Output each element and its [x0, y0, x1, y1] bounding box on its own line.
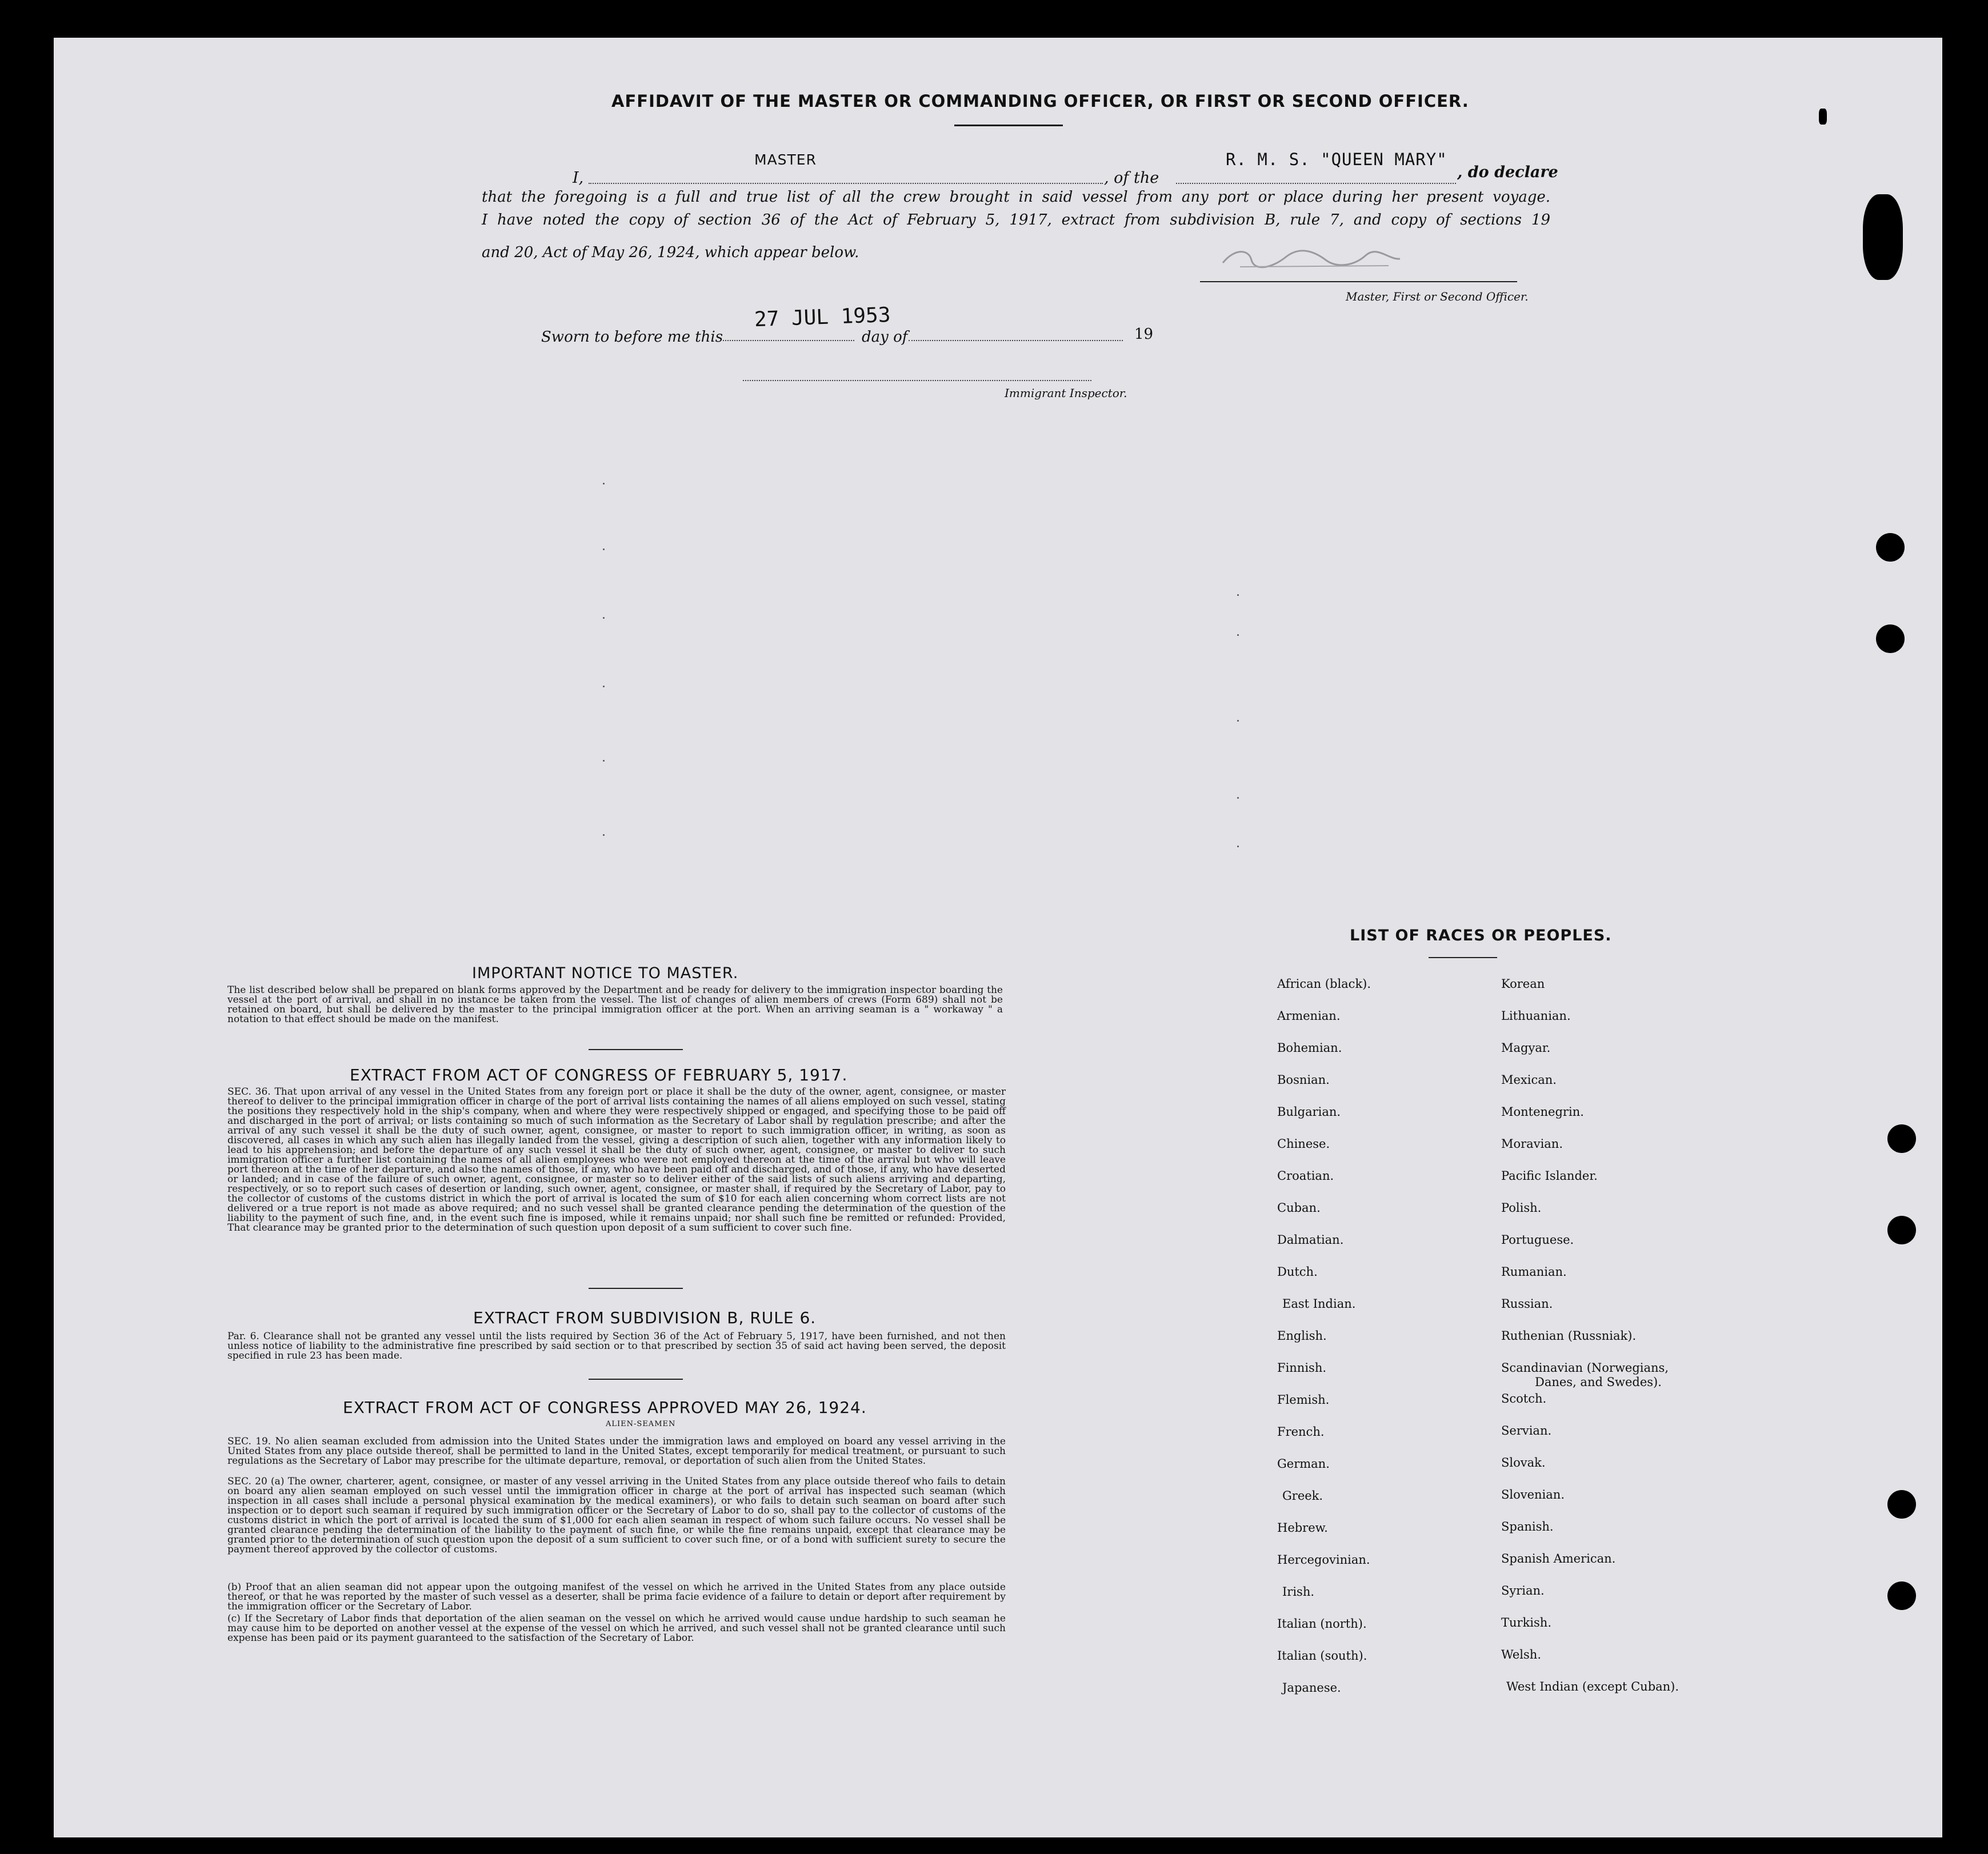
race-right-item: Slovenian. — [1501, 1488, 1565, 1501]
binding-ink-blot — [1863, 194, 1903, 280]
race-right-item: Moravian. — [1501, 1137, 1563, 1151]
race-left-item: Bohemian. — [1277, 1041, 1342, 1055]
speck — [1237, 797, 1239, 799]
race-right-item: Scotch. — [1501, 1392, 1547, 1405]
punch-hole — [1876, 624, 1905, 653]
month-line — [909, 340, 1123, 341]
race-right-item: Lithuanian. — [1501, 1009, 1571, 1023]
race-left-item: French. — [1277, 1425, 1325, 1439]
sec20b-text: (b) Proof that an alien seaman did not appear upon the outgoing manifest of the vessel on which he arrived in the United States from any place outside thereof, or that he was reported by the master of such vessel as a deserter, shall be prima facie evidence of a failure to detain or deport after requirement by the immigration officer or the Secretary of Labor. — [227, 1581, 1006, 1612]
declare-label: , do declare — [1457, 163, 1558, 181]
title-rule — [954, 125, 1063, 126]
vessel-line — [1176, 183, 1456, 184]
race-right-item: Spanish. — [1501, 1520, 1554, 1533]
punch-hole — [1887, 1490, 1916, 1519]
race-right-item: Russian. — [1501, 1297, 1553, 1311]
i-label: I, — [573, 169, 584, 187]
race-right-item: Slovak. — [1501, 1456, 1546, 1469]
inspector-caption: Immigrant Inspector. — [1005, 386, 1127, 400]
race-left-item: Cuban. — [1277, 1201, 1321, 1215]
divider-2 — [589, 1288, 683, 1289]
affidavit-line-2: I have noted the copy of section 36 of the Act of February 5, 1917, extract from subdivision B, rule 7, and copy of sections 19 — [482, 211, 1550, 229]
divider-3 — [589, 1379, 683, 1380]
sec20c-text: (c) If the Secretary of Labor finds that deportation of the alien seaman on the vessel on which he arrived would cause undue hardship to such seaman he may cause him to be deported on another vessel at the expense of the vessel on which he arrived, and such vessel shall not be granted clearance until such expense has been paid or its payment guaranteed to the satisfaction of the Secretary of Labor. — [227, 1613, 1006, 1644]
name-line — [589, 183, 1103, 184]
race-left-item: German. — [1277, 1457, 1330, 1471]
race-right-item: Welsh. — [1501, 1648, 1541, 1661]
vessel-value[interactable]: R. M. S. "QUEEN MARY" — [1226, 150, 1447, 169]
inspector-line — [743, 380, 1091, 381]
punch-hole — [1887, 1581, 1916, 1610]
race-left-item: Japanese. — [1282, 1681, 1341, 1695]
punch-hole — [1887, 1216, 1916, 1244]
day-of-label: day of — [862, 329, 908, 346]
race-left-item: Armenian. — [1277, 1009, 1341, 1023]
race-right-item: Montenegrin. — [1501, 1105, 1584, 1119]
extract-1924-title: EXTRACT FROM ACT OF CONGRESS APPROVED MAY 26, 1924. — [343, 1398, 867, 1417]
race-right-item: Polish. — [1501, 1201, 1542, 1215]
race-left-item: Italian (north). — [1277, 1617, 1367, 1631]
rule6-title: EXTRACT FROM SUBDIVISION B, RULE 6. — [473, 1308, 817, 1327]
affidavit-line-3: and 20, Act of May 26, 1924, which appear below. — [482, 244, 859, 261]
document-page — [54, 38, 1942, 1837]
speck — [603, 686, 605, 687]
race-left-item: Hercegovinian. — [1277, 1553, 1370, 1567]
race-right-item: West Indian (except Cuban). — [1506, 1680, 1679, 1693]
notice-text: The list described below shall be prepared on blank forms approved by the Department and be ready for delivery to the immigration inspector boarding the vessel at the port of arrival, and shall in no instance be taken from the vessel. The list of changes of alien members of crews (Form 689) shall not be retained on board, but shall be delivered by the master to the principal immigration officer at the port. When an arriving seaman is a " workaway " a notation to that effect should be made on the manifest. — [227, 984, 1003, 1025]
race-right-item: Mexican. — [1501, 1073, 1557, 1087]
races-rule — [1429, 957, 1497, 958]
race-left-item: East Indian. — [1282, 1297, 1356, 1311]
affidavit-line-1: that the foregoing is a full and true list of all the crew brought in said vessel from any port or place during her present voyage. — [482, 189, 1550, 206]
race-right-item: Korean — [1501, 977, 1545, 991]
race-right-item: Spanish American. — [1501, 1552, 1616, 1565]
signature-caption: Master, First or Second Officer. — [1346, 290, 1529, 303]
race-right-item: Portuguese. — [1501, 1233, 1574, 1247]
race-right-item: Ruthenian (Russniak). — [1501, 1329, 1637, 1343]
affidavit-title: AFFIDAVIT OF THE MASTER OR COMMANDING OFFICER, OR FIRST OR SECOND OFFICER. — [611, 91, 1469, 111]
speck — [1237, 594, 1239, 596]
year-label: 19 — [1134, 326, 1154, 343]
race-right-item: Danes, and Swedes). — [1535, 1375, 1662, 1389]
edge-mark — [1819, 109, 1827, 125]
race-left-item: Chinese. — [1277, 1137, 1330, 1151]
sworn-label: Sworn to before me this — [541, 329, 723, 346]
race-right-item: Rumanian. — [1501, 1265, 1567, 1279]
rule6-text: Par. 6. Clearance shall not be granted any vessel until the lists required by Section 36 of the Act of February 5, 1917, have been furnished, and not then unless notice of liability to the administrative fine prescribed by said section or to that prescribed by section 35 of said act having been served, the deposit specified in rule 23 has been made. — [227, 1331, 1006, 1362]
divider-1 — [589, 1049, 683, 1050]
name-value[interactable]: MASTER — [754, 151, 817, 168]
speck — [603, 548, 605, 550]
race-right-item: Scandinavian (Norwegians, — [1501, 1361, 1669, 1375]
notice-title: IMPORTANT NOTICE TO MASTER. — [472, 964, 739, 982]
speck — [1237, 720, 1239, 722]
speck — [1237, 846, 1239, 847]
sworn-day-line — [723, 340, 854, 341]
sworn-date-stamp[interactable]: 27 JUL 1953 — [754, 303, 891, 332]
race-right-item: Syrian. — [1501, 1584, 1545, 1597]
race-left-item: Dutch. — [1277, 1265, 1318, 1279]
speck — [603, 834, 605, 836]
speck — [603, 617, 605, 619]
race-left-item: Bulgarian. — [1277, 1105, 1341, 1119]
sec19-text: SEC. 19. No alien seaman excluded from admission into the United States under the immigration laws and employed on board any vessel arriving in the United States from any place outside thereof, shall be permitted to land in the United States, except temporarily for medical treatment, or pursuant to such regulations as the Secretary of Labor may prescribe for the ultimate departure, removal, or deportation of such alien from the United States. — [227, 1436, 1006, 1467]
race-left-item: English. — [1277, 1329, 1327, 1343]
race-left-item: Flemish. — [1277, 1393, 1330, 1407]
signature-mark — [1217, 243, 1406, 271]
race-left-item: Irish. — [1282, 1585, 1315, 1599]
races-title: LIST OF RACES OR PEOPLES. — [1350, 927, 1612, 944]
race-left-item: Dalmatian. — [1277, 1233, 1344, 1247]
race-left-item: African (black). — [1277, 977, 1371, 991]
race-right-item: Magyar. — [1501, 1041, 1551, 1055]
race-left-item: Finnish. — [1277, 1361, 1327, 1375]
race-left-item: Greek. — [1282, 1489, 1323, 1503]
race-left-item: Croatian. — [1277, 1169, 1334, 1183]
race-right-item: Turkish. — [1501, 1616, 1551, 1629]
speck — [1237, 634, 1239, 636]
race-right-item: Servian. — [1501, 1424, 1552, 1437]
extract-1917-text: SEC. 36. That upon arrival of any vessel in the United States from any foreign port or place it shall be the duty of the owner, agent, consignee, or master thereof to deliver to the principal immigration officer in charge of the port of arrival lists containing the names of all aliens employed on such vessel, stating the positions they respectively hold in the ship's company, when and where they were respectively shipped or engaged, and specifying those to be paid off and discharged in the port of arrival; or lists containing so much of such information as the Secretary of Labor shall by regulation prescribe; and after the arrival of any such vessel it shall be the duty of such owner, agent, consignee, or master to report to such immigration officer, in writing, as soon as discovered, all cases in which any such alien has illegally landed from the vessel, giving a description of such alien, together with any information likely to lead to his apprehension; and before the departure of any such vessel it shall be the duty of such owner, agent, consignee, or master to deliver to such immigration officer a further list containing the names of all alien employees who were not employed thereon at the time of the arrival but who will leave port thereon at the time of her departure, and also the names of those, if any, who have been paid off and discharged, and of those, if any, who have deserted or landed; and in case of the failure of such owner, agent, consignee, or master so to deliver either of the said lists of such aliens arriving and departing, respectively, or so to report such cases of desertion or landing, such owner, agent, consignee, or master shall, if required by the Secretary of Labor, pay to the collector of customs of the customs district in which the port of arrival is located the sum of $10 for each alien concerning whom correct lists are not delivered or a true report is not made as above required; and no such vessel shall be granted clearance pending the determination of the question of the liability to the payment of such fine, and, in the event such fine is imposed, while it remains unpaid; nor shall such fine be remitted or refunded: Provided, That clearance may be granted prior to the determination of such question upon deposit of a sum sufficient to cover such fine. — [227, 1086, 1006, 1234]
alien-seamen-subtitle: ALIEN-SEAMEN — [606, 1420, 676, 1428]
of-the-label: , of the — [1104, 169, 1159, 187]
signature-line — [1200, 281, 1517, 282]
race-left-item: Hebrew. — [1277, 1521, 1328, 1535]
race-left-item: Italian (south). — [1277, 1649, 1367, 1663]
extract-1917-title: EXTRACT FROM ACT OF CONGRESS OF FEBRUARY 5, 1917. — [350, 1066, 848, 1084]
sec20a-text: SEC. 20 (a) The owner, charterer, agent, consignee, or master of any vessel arriving in the United States from any place outside thereof who fails to detain on board any alien seaman employed on such vessel until the immigration officer in charge at the port of arrival has inspected such seaman (which inspection in all cases shall include a personal physical examination by the medical examiners), or who fails to detain such seaman on board after such inspection or to deport such seaman if required by such immigration officer or the Secretary of Labor to do so, shall pay to the collector of customs of the customs district in which the port of arrival is located the sum of $1,000 for each alien seaman in respect of whom such failure occurs. No vessel shall be granted clearance pending the determination of the liability to the payment of such fine, or while the fine remains unpaid, except that clearance may be granted prior to the determination of such question upon the deposit of a sum sufficient to cover such fine, or of a bond with sufficient surety to secure the payment thereof approved by the collector of customs. — [227, 1476, 1006, 1555]
punch-hole — [1887, 1124, 1916, 1153]
race-right-item: Pacific Islander. — [1501, 1169, 1598, 1183]
speck — [603, 483, 605, 484]
speck — [603, 760, 605, 762]
punch-hole — [1876, 533, 1905, 562]
race-left-item: Bosnian. — [1277, 1073, 1330, 1087]
